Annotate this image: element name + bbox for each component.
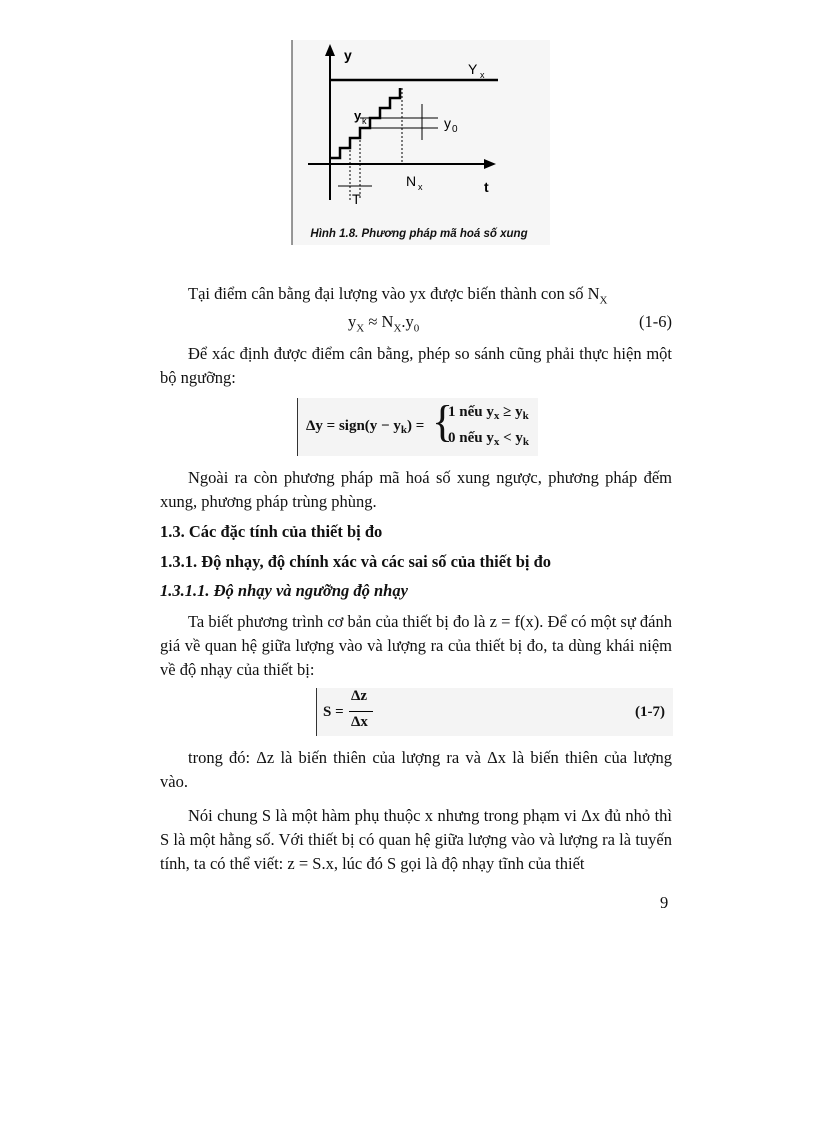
- heading-1-3-1: 1.3.1. Độ nhạy, độ chính xác và các sai số của thiết bị đo: [160, 552, 552, 571]
- yx-sub: x: [480, 70, 485, 80]
- heading-1-3: 1.3. Các đặc tính của thiết bị đo: [160, 522, 383, 541]
- equation-number: (1-7): [635, 704, 665, 720]
- yk-sub: k: [362, 116, 367, 126]
- t-axis-label: t: [484, 179, 489, 195]
- heading-1-3-1-1: 1.3.1.1. Độ nhạy và ngưỡng độ nhạy: [160, 581, 408, 600]
- equation-1-6: $y_X \approx N_X.y_0$ (1-6): [348, 312, 672, 335]
- t-period-label: T: [352, 191, 361, 207]
- nx-sub: x: [418, 182, 423, 192]
- equation-number: (1-6): [639, 312, 672, 331]
- paragraph-definition: trong đó: Δz là biến thiên của lượng ra và Δx là biến thiên của lượng vào.: [160, 748, 672, 791]
- figure-1-8: [288, 40, 550, 245]
- equation-sign-box: Δy = sign(y − $y_k$) = { 1 nếu $y_x \ge y_k$ 0 nếu $y_x < y_k$: [297, 398, 538, 456]
- yx-label: Y: [468, 61, 478, 77]
- y0-label: y: [444, 115, 451, 131]
- figure-caption: Hình 1.8. Phương pháp mã hoá số xung: [310, 228, 528, 240]
- equation-1-7: S = Δz Δx (1-7): [316, 688, 673, 736]
- paragraph-linear: Nói chung S là một hàm phụ thuộc x nhưng trong phạm vi Δx đủ nhỏ thì S là một hằng số. Với thiết bị có quan hệ giữa lượng vào và lượng ra là tuyến tính, ta có thể viết: z = S.x, lúc đó S gọi là độ nhạy tĩnh của thiết: [160, 806, 672, 873]
- y0-sub: 0: [452, 124, 458, 135]
- paragraph-sensitivity: Ta biết phương trình cơ bản của thiết bị đo là z = f(x). Để có một sự đánh giá về quan hệ giữa lượng vào và lượng ra của thiết bị đo, ta dùng khái niệm về độ nhạy của thiết bị:: [160, 612, 672, 679]
- paragraph-balance-point: Tại điểm cân bằng đại lượng vào yx được biến thành con số $N_X$: [188, 284, 608, 307]
- page-number: 9: [660, 893, 669, 912]
- step-diagram: [288, 40, 550, 245]
- paragraph-other-methods: Ngoài ra còn phương pháp mã hoá số xung ngược, phương pháp đếm xung, phương pháp trùng phùng.: [160, 468, 672, 511]
- y-axis-label: y: [344, 47, 352, 63]
- paragraph-threshold: Để xác định được điểm cân bằng, phép so sánh cũng phải thực hiện một bộ ngưỡng:: [160, 344, 672, 387]
- yk-label: y: [354, 108, 362, 123]
- nx-label: N: [406, 173, 417, 189]
